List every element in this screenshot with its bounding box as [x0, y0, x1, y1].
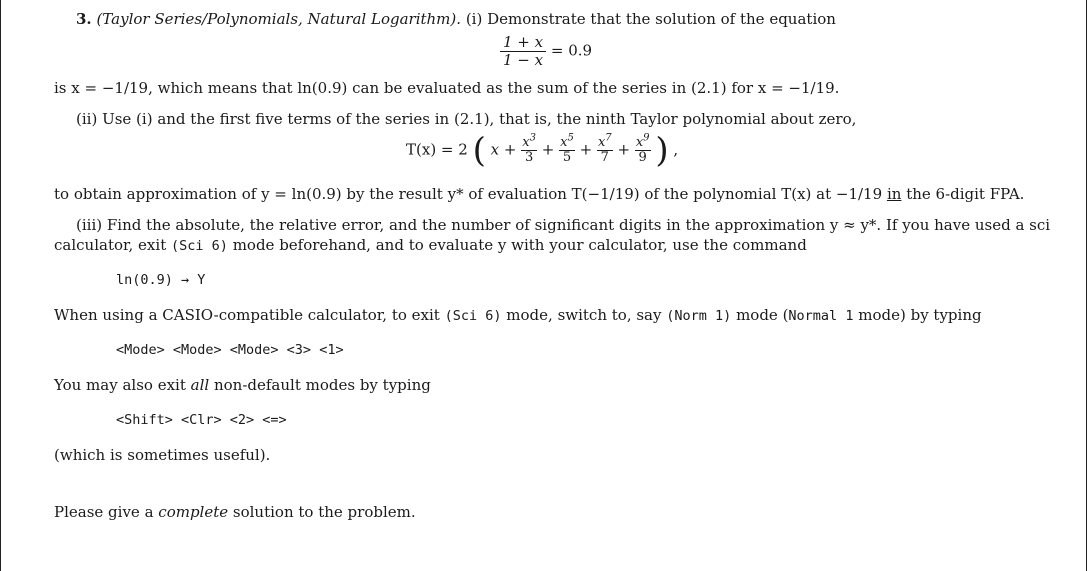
- eq1-denominator: 1 − x: [503, 51, 544, 69]
- term-x3-den: 3: [524, 150, 534, 165]
- casio-line: [54, 306, 982, 325]
- problem-number: 3.: [76, 10, 92, 28]
- right-paren: ): [655, 130, 669, 171]
- term-x3-num: $x^3$: [522, 132, 536, 150]
- casio-3: mode (: [736, 306, 789, 324]
- eq1-fraction: [500, 34, 546, 69]
- plus-3: +: [617, 140, 631, 159]
- useful-line: (which is sometimes useful).: [54, 446, 271, 464]
- term-x7-den: 7: [600, 150, 609, 165]
- part1-intro: (i) Demonstrate that the solution of the equation: [465, 10, 836, 28]
- plus-2: +: [579, 140, 593, 159]
- command-ln: ln(0.9) → Y: [116, 272, 206, 288]
- term-x9-den: 9: [638, 150, 647, 165]
- left-paren: (: [472, 130, 486, 171]
- exit-all: all: [190, 376, 210, 394]
- term-x7: [597, 132, 613, 165]
- term-x5: [559, 132, 575, 165]
- eq1-numerator: 1 + x: [500, 34, 546, 52]
- left-border: [0, 0, 1, 571]
- casio-4: mode) by typing: [858, 306, 982, 324]
- term-x9: [635, 132, 651, 165]
- problem-header: [76, 10, 836, 28]
- part3-b-2: mode beforehand, and to evaluate y with your calculator, use the command: [232, 236, 807, 254]
- term-x9-num: $x^9$: [635, 132, 650, 150]
- equation-1: [500, 34, 592, 69]
- casio-code2: (Norm 1): [666, 308, 732, 324]
- casio-2: mode, switch to, say: [506, 306, 662, 324]
- obtain-a: to obtain approximation of y = ln(0.9) by the result y* of evaluation T(−1/19) of the polynomial T(x) at −1/19: [54, 185, 883, 203]
- part2-text: (ii) Use (i) and the first five terms of the series in (2.1), that is, the ninth Taylor polynomial about zero,: [76, 110, 857, 128]
- closing-line: Please give a complete solution to the problem.: [54, 503, 416, 521]
- obtain-in: in: [886, 185, 902, 203]
- term-x7-num: $x^7$: [597, 132, 612, 150]
- eq1-rhs: = 0.9: [550, 41, 593, 60]
- taylor-equation: [406, 130, 679, 171]
- closing-emph: complete: [158, 503, 229, 521]
- part3-line-b: [54, 236, 807, 255]
- part3-line-a: (iii) Find the absolute, the relative error, and the number of significant digits in the approximation y ≈ y*. If you have used a sci: [76, 216, 1051, 234]
- taylor-x: x +: [490, 140, 517, 159]
- part3-b-1: calculator, exit: [54, 236, 167, 254]
- casio-code3: Normal 1: [788, 308, 854, 324]
- problem-title: (Taylor Series/Polynomials, Natural Logarithm).: [96, 10, 462, 28]
- command-clr: <Shift> <Clr> <2> <=>: [116, 412, 287, 428]
- taylor-lhs: T(x) = 2: [406, 140, 468, 159]
- exit-1: You may also exit: [54, 376, 186, 394]
- line-is: is x = −1/19, which means that ln(0.9) can be evaluated as the sum of the series in (2.1) for x = −1/19.: [54, 79, 840, 97]
- casio-1: When using a CASIO-compatible calculator, to exit: [54, 306, 440, 324]
- term-x5-den: 5: [562, 150, 572, 165]
- command-mode: <Mode> <Mode> <Mode> <3> <1>: [116, 342, 344, 358]
- casio-code1: (Sci 6): [444, 308, 502, 324]
- exit-2: non-default modes by typing: [213, 376, 431, 394]
- part3-code: (Sci 6): [171, 238, 228, 254]
- exit-line: [54, 376, 431, 394]
- term-x5-num: $x^5$: [560, 132, 574, 150]
- plus-1: +: [541, 140, 555, 159]
- term-x3: [521, 132, 537, 165]
- obtain-b: the 6-digit FPA.: [906, 185, 1025, 203]
- line-obtain: [54, 185, 1024, 203]
- taylor-tail: ,: [673, 140, 679, 159]
